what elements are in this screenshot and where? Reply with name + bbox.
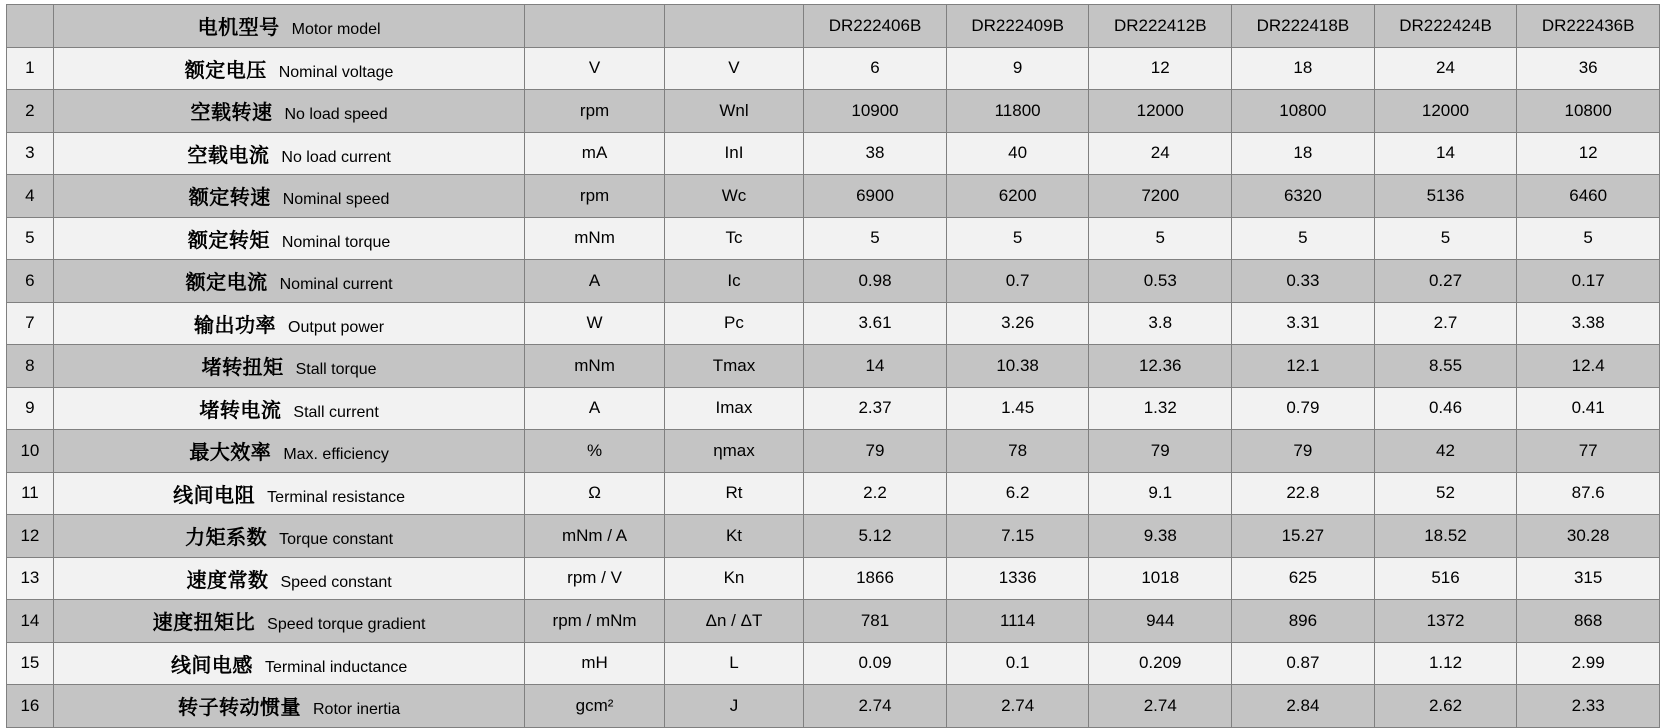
row-unit-cell: %: [525, 430, 664, 473]
row-value-cell: 2.62: [1374, 685, 1517, 728]
row-value-cell: 0.33: [1232, 260, 1375, 303]
row-value-cell: 0.79: [1232, 387, 1375, 430]
row-value-cell: 0.87: [1232, 642, 1375, 685]
row-value-cell: 0.53: [1089, 260, 1232, 303]
row-name-cn: 输出功率: [194, 314, 277, 337]
row-value-cell: 0.46: [1374, 387, 1517, 430]
row-value-cell: 14: [804, 345, 947, 388]
row-unit-cell: rpm: [525, 90, 664, 133]
row-value-cell: 12.36: [1089, 345, 1232, 388]
row-name-en: Nominal current: [279, 276, 393, 294]
row-name-en: Nominal speed: [282, 191, 390, 209]
row-value-cell: 2.84: [1232, 685, 1375, 728]
row-value-cell: 14: [1374, 132, 1517, 175]
row-name-en: Terminal resistance: [267, 488, 405, 506]
table-row: [7, 217, 1660, 260]
row-value-cell: 2.74: [946, 685, 1089, 728]
row-index-cell: 4: [7, 175, 54, 218]
row-unit-cell: rpm / V: [525, 557, 664, 600]
row-name-en: Stall current: [293, 403, 379, 421]
row-index-cell: 14: [7, 600, 54, 643]
row-name-cn: 速度扭矩比: [152, 612, 256, 635]
row-value-cell: 77: [1517, 430, 1660, 473]
row-symbol-cell: Wnl: [664, 90, 803, 133]
row-name-cell: [53, 600, 525, 643]
table-row: [7, 132, 1660, 175]
table-row: [7, 430, 1660, 473]
table-body: [7, 5, 1660, 728]
row-name-cn: 最大效率: [189, 442, 272, 465]
row-value-cell: 896: [1232, 600, 1375, 643]
row-name-en: Speed constant: [280, 573, 392, 591]
row-value-cell: 0.09: [804, 642, 947, 685]
row-name-cell: [53, 685, 525, 728]
header-model-cell: DR222436B: [1517, 5, 1660, 48]
table-row: [7, 302, 1660, 345]
row-value-cell: 24: [1089, 132, 1232, 175]
row-name-en: Nominal voltage: [278, 63, 394, 81]
motor-spec-table: [6, 4, 1660, 728]
row-symbol-cell: ηmax: [664, 430, 803, 473]
row-symbol-cell: V: [664, 47, 803, 90]
row-value-cell: 6200: [946, 175, 1089, 218]
row-value-cell: 5: [946, 217, 1089, 260]
row-value-cell: 24: [1374, 47, 1517, 90]
table-row: [7, 600, 1660, 643]
row-name-en: No load speed: [284, 106, 388, 124]
header-name-cell: [53, 5, 525, 48]
row-value-cell: 8.55: [1374, 345, 1517, 388]
row-index-cell: 3: [7, 132, 54, 175]
row-value-cell: 0.7: [946, 260, 1089, 303]
row-value-cell: 516: [1374, 557, 1517, 600]
row-unit-cell: mA: [525, 132, 664, 175]
row-unit-cell: A: [525, 260, 664, 303]
header-model-cell: DR222409B: [946, 5, 1089, 48]
row-value-cell: 7.15: [946, 515, 1089, 558]
row-symbol-cell: Pc: [664, 302, 803, 345]
row-value-cell: 6460: [1517, 175, 1660, 218]
row-value-cell: 11800: [946, 90, 1089, 133]
row-value-cell: 1.12: [1374, 642, 1517, 685]
row-value-cell: 78: [946, 430, 1089, 473]
header-symbol-cell: [664, 5, 803, 48]
row-symbol-cell: Rt: [664, 472, 803, 515]
row-value-cell: 2.74: [804, 685, 947, 728]
row-unit-cell: rpm / mNm: [525, 600, 664, 643]
row-value-cell: 3.38: [1517, 302, 1660, 345]
row-name-cn: 空载电流: [187, 144, 270, 167]
row-index-cell: 8: [7, 345, 54, 388]
row-index-cell: 10: [7, 430, 54, 473]
row-index-cell: 15: [7, 642, 54, 685]
row-value-cell: 18: [1232, 47, 1375, 90]
row-value-cell: 1372: [1374, 600, 1517, 643]
row-value-cell: 5: [804, 217, 947, 260]
row-unit-cell: gcm²: [525, 685, 664, 728]
row-name-cell: [53, 515, 525, 558]
table-row: [7, 472, 1660, 515]
header-model-cell: DR222412B: [1089, 5, 1232, 48]
row-name-cell: [53, 175, 525, 218]
row-value-cell: 10.38: [946, 345, 1089, 388]
row-value-cell: 1114: [946, 600, 1089, 643]
row-value-cell: 10800: [1517, 90, 1660, 133]
row-value-cell: 3.31: [1232, 302, 1375, 345]
row-value-cell: 9.38: [1089, 515, 1232, 558]
row-symbol-cell: Kt: [664, 515, 803, 558]
row-value-cell: 79: [1232, 430, 1375, 473]
row-name-cn: 额定电流: [185, 272, 268, 295]
row-name-cell: [53, 217, 525, 260]
row-value-cell: 2.99: [1517, 642, 1660, 685]
row-unit-cell: rpm: [525, 175, 664, 218]
row-value-cell: 868: [1517, 600, 1660, 643]
row-value-cell: 5: [1232, 217, 1375, 260]
row-name-cell: [53, 387, 525, 430]
row-name-cell: [53, 642, 525, 685]
header-model-cell: DR222418B: [1232, 5, 1375, 48]
row-value-cell: 36: [1517, 47, 1660, 90]
row-value-cell: 79: [1089, 430, 1232, 473]
header-name-en: Motor model: [291, 21, 381, 39]
row-unit-cell: V: [525, 47, 664, 90]
row-name-cn: 线间电感: [170, 654, 253, 677]
row-index-cell: 2: [7, 90, 54, 133]
row-value-cell: 10800: [1232, 90, 1375, 133]
row-name-cn: 转子转动惯量: [178, 697, 301, 720]
row-index-cell: 12: [7, 515, 54, 558]
row-value-cell: 2.7: [1374, 302, 1517, 345]
row-value-cell: 22.8: [1232, 472, 1375, 515]
row-name-cell: [53, 472, 525, 515]
header-model-cell: DR222406B: [804, 5, 947, 48]
row-value-cell: 12000: [1089, 90, 1232, 133]
row-value-cell: 6.2: [946, 472, 1089, 515]
row-name-cn: 堵转扭矩: [201, 357, 284, 380]
row-value-cell: 5: [1517, 217, 1660, 260]
row-symbol-cell: Wc: [664, 175, 803, 218]
row-unit-cell: mNm: [525, 345, 664, 388]
row-symbol-cell: Tc: [664, 217, 803, 260]
row-symbol-cell: Δn / ΔT: [664, 600, 803, 643]
row-name-en: Nominal torque: [281, 233, 391, 251]
row-name-en: Stall torque: [295, 361, 377, 379]
row-value-cell: 12.4: [1517, 345, 1660, 388]
row-value-cell: 2.74: [1089, 685, 1232, 728]
row-value-cell: 6: [804, 47, 947, 90]
row-value-cell: 2.2: [804, 472, 947, 515]
row-name-en: No load current: [281, 148, 391, 166]
row-symbol-cell: InI: [664, 132, 803, 175]
row-value-cell: 944: [1089, 600, 1232, 643]
row-unit-cell: Ω: [525, 472, 664, 515]
row-value-cell: 0.209: [1089, 642, 1232, 685]
row-index-cell: 1: [7, 47, 54, 90]
row-value-cell: 5: [1089, 217, 1232, 260]
row-index-cell: 11: [7, 472, 54, 515]
row-index-cell: 6: [7, 260, 54, 303]
table-row: [7, 90, 1660, 133]
table-header-row: [7, 5, 1660, 48]
row-unit-cell: mNm: [525, 217, 664, 260]
row-symbol-cell: Tmax: [664, 345, 803, 388]
row-value-cell: 12: [1517, 132, 1660, 175]
row-value-cell: 2.33: [1517, 685, 1660, 728]
row-value-cell: 1.45: [946, 387, 1089, 430]
row-value-cell: 1866: [804, 557, 947, 600]
row-name-cell: [53, 47, 525, 90]
row-value-cell: 87.6: [1517, 472, 1660, 515]
row-name-en: Torque constant: [279, 531, 394, 549]
row-value-cell: 1.32: [1089, 387, 1232, 430]
row-value-cell: 3.61: [804, 302, 947, 345]
row-value-cell: 30.28: [1517, 515, 1660, 558]
row-value-cell: 38: [804, 132, 947, 175]
row-value-cell: 2.37: [804, 387, 947, 430]
table-row: [7, 515, 1660, 558]
header-model-cell: DR222424B: [1374, 5, 1517, 48]
table-row: [7, 47, 1660, 90]
row-symbol-cell: Kn: [664, 557, 803, 600]
table-row: [7, 175, 1660, 218]
row-index-cell: 7: [7, 302, 54, 345]
row-name-en: Speed torque gradient: [267, 616, 426, 634]
row-name-cell: [53, 90, 525, 133]
row-symbol-cell: L: [664, 642, 803, 685]
row-value-cell: 9: [946, 47, 1089, 90]
row-name-en: Terminal inductance: [264, 658, 408, 676]
row-name-cell: [53, 345, 525, 388]
row-value-cell: 1018: [1089, 557, 1232, 600]
row-value-cell: 3.26: [946, 302, 1089, 345]
row-index-cell: 9: [7, 387, 54, 430]
table-row: [7, 387, 1660, 430]
row-name-en: Rotor inertia: [313, 701, 401, 719]
row-value-cell: 6320: [1232, 175, 1375, 218]
row-unit-cell: mNm / A: [525, 515, 664, 558]
row-value-cell: 79: [804, 430, 947, 473]
row-value-cell: 781: [804, 600, 947, 643]
row-value-cell: 12: [1089, 47, 1232, 90]
row-symbol-cell: J: [664, 685, 803, 728]
row-value-cell: 0.1: [946, 642, 1089, 685]
table-row: [7, 557, 1660, 600]
row-index-cell: 13: [7, 557, 54, 600]
row-value-cell: 5136: [1374, 175, 1517, 218]
row-name-cn: 速度常数: [186, 569, 269, 592]
row-name-cn: 力矩系数: [185, 527, 268, 550]
row-value-cell: 0.41: [1517, 387, 1660, 430]
row-value-cell: 6900: [804, 175, 947, 218]
row-value-cell: 42: [1374, 430, 1517, 473]
row-value-cell: 3.8: [1089, 302, 1232, 345]
row-value-cell: 12.1: [1232, 345, 1375, 388]
row-value-cell: 12000: [1374, 90, 1517, 133]
row-index-cell: 16: [7, 685, 54, 728]
row-index-cell: 5: [7, 217, 54, 260]
row-name-cn: 额定电压: [184, 59, 267, 82]
row-name-cn: 堵转电流: [199, 399, 282, 422]
row-symbol-cell: Imax: [664, 387, 803, 430]
row-name-cell: [53, 302, 525, 345]
row-name-cn: 空载转速: [190, 102, 273, 125]
row-value-cell: 18.52: [1374, 515, 1517, 558]
table-row: [7, 345, 1660, 388]
row-value-cell: 52: [1374, 472, 1517, 515]
row-name-cn: 线间电阻: [173, 484, 256, 507]
row-value-cell: 18: [1232, 132, 1375, 175]
row-value-cell: 40: [946, 132, 1089, 175]
row-value-cell: 315: [1517, 557, 1660, 600]
row-value-cell: 1336: [946, 557, 1089, 600]
row-unit-cell: W: [525, 302, 664, 345]
row-value-cell: 15.27: [1232, 515, 1375, 558]
row-name-cn: 额定转矩: [187, 229, 270, 252]
row-value-cell: 625: [1232, 557, 1375, 600]
row-value-cell: 9.1: [1089, 472, 1232, 515]
table-row: [7, 685, 1660, 728]
row-symbol-cell: Ic: [664, 260, 803, 303]
row-name-en: Output power: [288, 318, 385, 336]
row-value-cell: 10900: [804, 90, 947, 133]
row-name-cn: 额定转速: [188, 187, 271, 210]
row-name-en: Max. efficiency: [283, 446, 389, 464]
row-name-cell: [53, 557, 525, 600]
row-value-cell: 7200: [1089, 175, 1232, 218]
table-row: [7, 642, 1660, 685]
row-value-cell: 0.27: [1374, 260, 1517, 303]
row-value-cell: 5.12: [804, 515, 947, 558]
header-unit-cell: [525, 5, 664, 48]
header-name-cn: 电机型号: [197, 17, 280, 40]
row-name-cell: [53, 260, 525, 303]
table-row: [7, 260, 1660, 303]
row-name-cell: [53, 132, 525, 175]
row-value-cell: 0.98: [804, 260, 947, 303]
row-unit-cell: mH: [525, 642, 664, 685]
row-name-cell: [53, 430, 525, 473]
row-unit-cell: A: [525, 387, 664, 430]
header-index-cell: [7, 5, 54, 48]
row-value-cell: 5: [1374, 217, 1517, 260]
row-value-cell: 0.17: [1517, 260, 1660, 303]
